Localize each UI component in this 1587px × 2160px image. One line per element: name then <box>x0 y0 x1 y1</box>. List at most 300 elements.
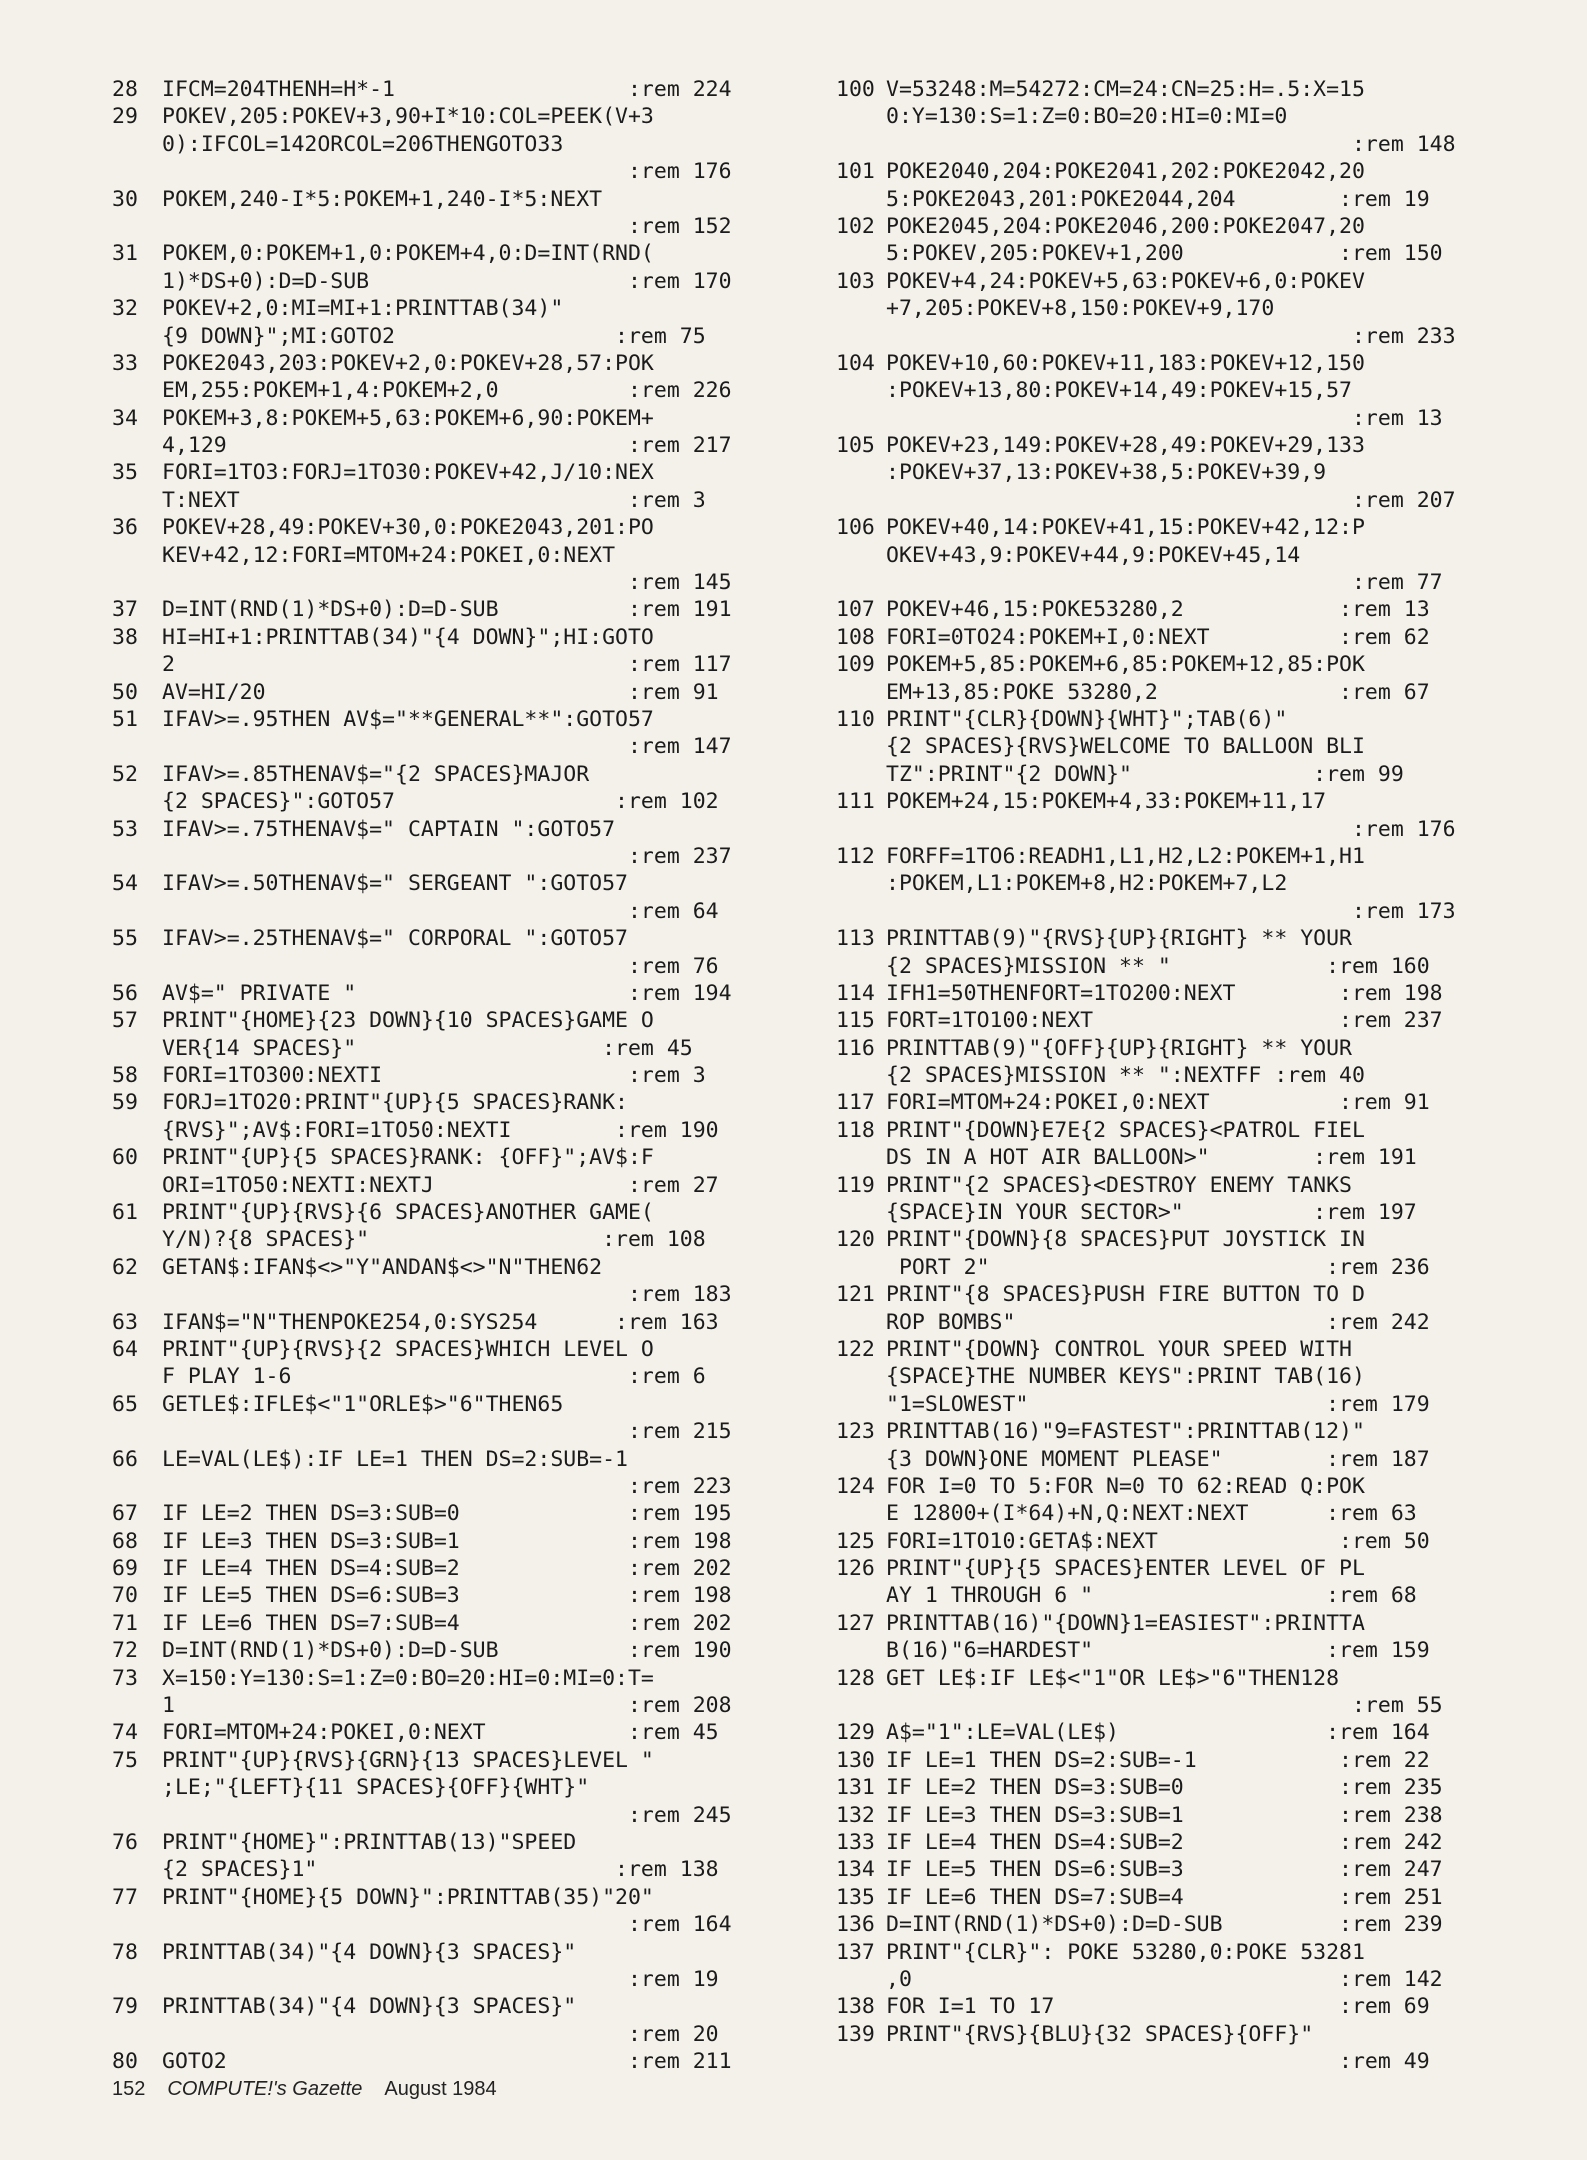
code-text: D=INT(RND(1)*DS+0):D=D-SUB :rem 190 <box>162 1638 732 1664</box>
code-line <box>836 925 1506 952</box>
code-line-continuation <box>836 953 1506 980</box>
code-line <box>112 1747 784 1774</box>
code-text: POKEV+10,60:POKEV+11,183:POKEV+12,150 <box>886 350 1365 376</box>
code-line-continuation <box>836 1199 1506 1226</box>
code-line-continuation <box>836 1582 1506 1609</box>
code-text: FORI=0TO24:POKEM+I,0:NEXT :rem 62 <box>886 624 1430 650</box>
code-text: FOR I=1 TO 17 :rem 69 <box>886 1994 1430 2020</box>
code-text: POKEM+5,85:POKEM+6,85:POKEM+12,85:POK <box>886 652 1365 678</box>
line-number: 110 <box>836 706 875 732</box>
code-text: :rem 49 <box>886 2049 1430 2075</box>
code-line-continuation <box>112 569 784 596</box>
code-text: POKE2040,204:POKE2041,202:POKE2042,20 <box>886 159 1365 185</box>
code-line-continuation <box>112 788 784 815</box>
code-text: POKEV+23,149:POKEV+28,49:POKEV+29,133 <box>886 433 1365 459</box>
code-text: PRINT"{UP}{RVS}{2 SPACES}WHICH LEVEL O <box>162 1336 654 1362</box>
code-line-continuation <box>112 1117 784 1144</box>
line-number: 29 <box>112 104 138 130</box>
code-text: IFAN$="N"THENPOKE254,0:SYS254 :rem 163 <box>162 1309 719 1335</box>
code-text: 0:Y=130:S=1:Z=0:BO=20:HI=0:MI=0 <box>886 104 1288 130</box>
code-text: POKEV+28,49:POKEV+30,0:POKE2043,201:PO <box>162 515 654 541</box>
code-line <box>112 1665 784 1692</box>
code-text: IF LE=2 THEN DS=3:SUB=0 :rem 195 <box>162 1501 732 1527</box>
code-text: {SPACE}IN YOUR SECTOR>" :rem 197 <box>886 1200 1417 1226</box>
code-line <box>112 870 784 897</box>
code-line <box>112 1144 784 1171</box>
line-number: 108 <box>836 624 875 650</box>
code-line <box>836 1555 1506 1582</box>
code-line <box>112 1637 784 1664</box>
code-text: PRINT"{CLR}": POKE 53280,0:POKE 53281 <box>886 1939 1365 1965</box>
code-text: IF LE=1 THEN DS=2:SUB=-1 :rem 22 <box>886 1747 1430 1773</box>
code-line <box>836 350 1506 377</box>
code-line <box>836 1610 1506 1637</box>
code-line <box>836 1884 1506 1911</box>
line-number: 119 <box>836 1172 875 1198</box>
line-number: 129 <box>836 1720 875 1746</box>
code-text: IFAV>=.75THENAV$=" CAPTAIN ":GOTO57 <box>162 816 616 842</box>
code-text: POKEM,0:POKEM+1,0:POKEM+4,0:D=INT(RND( <box>162 241 654 267</box>
code-line <box>112 1555 784 1582</box>
code-text: :rem 152 <box>162 213 732 239</box>
line-number: 135 <box>836 1884 875 1910</box>
code-line <box>112 1446 784 1473</box>
code-text: PRINT"{UP}{5 SPACES}ENTER LEVEL OF PL <box>886 1556 1365 1582</box>
code-text: FORT=1TO100:NEXT :rem 237 <box>886 1008 1443 1034</box>
code-text: PRINTTAB(9)"{OFF}{UP}{RIGHT} ** YOUR <box>886 1035 1352 1061</box>
line-number: 123 <box>836 1419 875 1445</box>
code-line <box>112 1993 784 2020</box>
code-text: 1)*DS+0):D=D-SUB :rem 170 <box>162 268 732 294</box>
code-text: PRINT"{CLR}{DOWN}{WHT}";TAB(6)" <box>886 706 1288 732</box>
code-line <box>112 596 784 623</box>
code-line-continuation <box>836 377 1506 404</box>
line-number: 70 <box>112 1583 138 1609</box>
code-line-continuation <box>112 2021 784 2048</box>
line-number: 136 <box>836 1912 875 1938</box>
line-number: 61 <box>112 1200 138 1226</box>
line-number: 53 <box>112 816 138 842</box>
code-text: 0):IFCOL=142ORCOL=206THENGOTO33 <box>162 131 564 157</box>
line-number: 107 <box>836 597 875 623</box>
line-number: 67 <box>112 1501 138 1527</box>
code-line <box>836 514 1506 541</box>
line-number: 31 <box>112 241 138 267</box>
line-number: 138 <box>836 1994 875 2020</box>
code-text: PRINTTAB(9)"{RVS}{UP}{RIGHT} ** YOUR <box>886 926 1352 952</box>
code-text: :rem 164 <box>162 1912 732 1938</box>
code-text: GET LE$:IF LE$<"1"OR LE$>"6"THEN128 <box>886 1665 1340 1691</box>
code-line-continuation <box>112 432 784 459</box>
code-text: D=INT(RND(1)*DS+0):D=D-SUB :rem 191 <box>162 597 732 623</box>
code-line <box>836 843 1506 870</box>
code-text: AV$=" PRIVATE " :rem 194 <box>162 980 732 1006</box>
code-text: IFAV>=.50THENAV$=" SERGEANT ":GOTO57 <box>162 871 628 897</box>
line-number: 131 <box>836 1775 875 1801</box>
line-number: 126 <box>836 1556 875 1582</box>
code-text: PRINT"{UP}{RVS}{GRN}{13 SPACES}LEVEL " <box>162 1747 654 1773</box>
code-line <box>112 1610 784 1637</box>
line-number: 133 <box>836 1830 875 1855</box>
code-text: :rem 76 <box>162 953 719 979</box>
code-line-continuation <box>112 898 784 925</box>
code-text: PRINTTAB(34)"{4 DOWN}{3 SPACES}" <box>162 1939 577 1965</box>
code-line <box>112 1528 784 1555</box>
code-line-continuation <box>836 1966 1506 1993</box>
line-number: 105 <box>836 433 875 459</box>
code-line <box>112 1089 784 1116</box>
code-text: POKE2043,203:POKEV+2,0:POKEV+28,57:POK <box>162 350 654 376</box>
code-line <box>836 1007 1506 1034</box>
code-line <box>112 1336 784 1363</box>
line-number: 37 <box>112 597 138 623</box>
code-line-continuation <box>112 1802 784 1829</box>
code-line <box>836 1117 1506 1144</box>
code-text: D=INT(RND(1)*DS+0):D=D-SUB :rem 239 <box>886 1912 1443 1938</box>
code-line <box>836 1829 1506 1856</box>
line-number: 122 <box>836 1336 875 1362</box>
code-text: :POKEV+37,13:POKEV+38,5:POKEV+39,9 <box>886 460 1327 486</box>
code-line-continuation <box>836 405 1506 432</box>
code-line <box>112 2048 784 2075</box>
code-line-continuation <box>836 131 1506 158</box>
code-text: POKEM+24,15:POKEM+4,33:POKEM+11,17 <box>886 789 1327 815</box>
line-number: 63 <box>112 1309 138 1335</box>
line-number: 76 <box>112 1830 138 1855</box>
line-number: 120 <box>836 1227 875 1253</box>
code-line <box>112 679 784 706</box>
line-number: 75 <box>112 1747 138 1773</box>
line-number: 106 <box>836 515 875 541</box>
code-line <box>112 1254 784 1281</box>
code-text: {SPACE}THE NUMBER KEYS":PRINT TAB(16) <box>886 1364 1365 1390</box>
code-line-continuation <box>112 1035 784 1062</box>
code-text: {2 SPACES}1" :rem 138 <box>162 1857 719 1883</box>
code-line-continuation <box>836 1446 1506 1473</box>
code-text: IF LE=3 THEN DS=3:SUB=1 :rem 198 <box>162 1528 732 1554</box>
line-number: 139 <box>836 2021 875 2047</box>
code-text: PRINTTAB(16)"9=FASTEST":PRINTTAB(12)" <box>886 1419 1365 1445</box>
code-line <box>836 788 1506 815</box>
code-text: :rem 173 <box>886 898 1456 924</box>
code-line-continuation <box>836 1309 1506 1336</box>
code-text: HI=HI+1:PRINTTAB(34)"{4 DOWN}";HI:GOTO <box>162 624 654 650</box>
line-number: 30 <box>112 186 138 212</box>
code-text: :rem 145 <box>162 570 732 596</box>
code-line <box>112 405 784 432</box>
code-text: FOR I=0 TO 5:FOR N=0 TO 62:READ Q:POK <box>886 1473 1365 1499</box>
code-line-continuation <box>112 542 784 569</box>
line-number: 64 <box>112 1336 138 1362</box>
code-text: IF LE=4 THEN DS=4:SUB=2 :rem 242 <box>886 1830 1443 1855</box>
code-line-continuation <box>836 1637 1506 1664</box>
code-text: POKE2045,204:POKE2046,200:POKE2047,20 <box>886 213 1365 239</box>
code-line <box>112 1062 784 1089</box>
code-line <box>836 432 1506 459</box>
line-number: 72 <box>112 1638 138 1664</box>
line-number: 51 <box>112 706 138 732</box>
line-number: 115 <box>836 1008 875 1034</box>
line-number: 109 <box>836 652 875 678</box>
issue-date: August 1984 <box>384 2078 497 2100</box>
code-text: EM,255:POKEM+1,4:POKEM+2,0 :rem 226 <box>162 378 732 404</box>
code-text: IF LE=3 THEN DS=3:SUB=1 :rem 238 <box>886 1802 1443 1828</box>
code-line <box>836 1089 1506 1116</box>
code-text: :rem 207 <box>886 487 1456 513</box>
code-text: 2 :rem 117 <box>162 652 732 678</box>
line-number: 111 <box>836 789 875 815</box>
code-text: F PLAY 1-6 :rem 6 <box>162 1364 706 1390</box>
code-line-continuation <box>836 733 1506 760</box>
code-text: 5:POKE2043,201:POKE2044,204 :rem 19 <box>886 186 1430 212</box>
code-text: {2 SPACES}":GOTO57 :rem 102 <box>162 789 719 815</box>
code-text: GOTO2 :rem 211 <box>162 2049 732 2075</box>
code-line <box>836 76 1506 103</box>
code-line <box>836 1719 1506 1746</box>
code-text: {2 SPACES}MISSION ** " :rem 160 <box>886 953 1430 979</box>
code-line <box>836 651 1506 678</box>
code-text: :rem 183 <box>162 1282 732 1308</box>
page-footer <box>112 2078 497 2101</box>
code-text: IF LE=6 THEN DS=7:SUB=4 :rem 251 <box>886 1884 1443 1910</box>
code-text: PRINT"{HOME}{23 DOWN}{10 SPACES}GAME O <box>162 1008 654 1034</box>
code-line <box>836 1856 1506 1883</box>
code-line-continuation <box>112 1774 784 1801</box>
code-text: FORI=1TO3:FORJ=1TO30:POKEV+42,J/10:NEX <box>162 460 654 486</box>
code-line-continuation <box>112 1966 784 1993</box>
code-line <box>112 1309 784 1336</box>
code-line-continuation <box>836 1363 1506 1390</box>
code-text: TZ":PRINT"{2 DOWN}" :rem 99 <box>886 761 1404 787</box>
code-line-continuation <box>112 1226 784 1253</box>
line-number: 52 <box>112 761 138 787</box>
code-text: ;LE;"{LEFT}{11 SPACES}{OFF}{WHT}" <box>162 1775 590 1801</box>
listing-column-left <box>112 76 784 2076</box>
code-line <box>112 350 784 377</box>
code-line-continuation <box>112 131 784 158</box>
code-line <box>112 624 784 651</box>
code-line <box>836 706 1506 733</box>
line-number: 66 <box>112 1446 138 1472</box>
line-number: 132 <box>836 1802 875 1828</box>
code-text: POKEV+46,15:POKE53280,2 :rem 13 <box>886 597 1430 623</box>
code-text: E 12800+(I*64)+N,Q:NEXT:NEXT :rem 63 <box>886 1501 1417 1527</box>
line-number: 73 <box>112 1665 138 1691</box>
code-text: IFH1=50THENFORT=1TO200:NEXT :rem 198 <box>886 980 1443 1006</box>
code-line <box>112 1007 784 1034</box>
line-number: 77 <box>112 1884 138 1910</box>
code-text: PRINT"{DOWN}E7E{2 SPACES}<PATROL FIEL <box>886 1117 1365 1143</box>
code-line <box>112 295 784 322</box>
code-line-continuation <box>112 843 784 870</box>
code-line <box>836 1802 1506 1829</box>
code-text: Y/N)?{8 SPACES}" :rem 108 <box>162 1227 706 1253</box>
code-line <box>836 980 1506 1007</box>
code-text: :rem 176 <box>162 159 732 185</box>
code-line-continuation <box>112 158 784 185</box>
code-text: +7,205:POKEV+8,150:POKEV+9,170 <box>886 296 1275 322</box>
code-line-continuation <box>112 1692 784 1719</box>
code-text: KEV+42,12:FORI=MTOM+24:POKEI,0:NEXT <box>162 542 616 568</box>
code-text: PRINT"{UP}{RVS}{6 SPACES}ANOTHER GAME( <box>162 1200 654 1226</box>
code-line <box>836 158 1506 185</box>
code-text: PRINTTAB(16)"{DOWN}1=EASIEST":PRINTTA <box>886 1610 1365 1636</box>
code-text: :rem 19 <box>162 1966 719 1992</box>
code-text: FORFF=1TO6:READH1,L1,H2,L2:POKEM+1,H1 <box>886 843 1365 869</box>
line-number: 55 <box>112 926 138 952</box>
line-number: 128 <box>836 1665 875 1691</box>
code-line <box>112 706 784 733</box>
code-line <box>836 1418 1506 1445</box>
code-text: {2 SPACES}MISSION ** ":NEXTFF :rem 40 <box>886 1063 1365 1089</box>
code-line <box>836 1665 1506 1692</box>
code-text: :POKEM,L1:POKEM+8,H2:POKEM+7,L2 <box>886 871 1288 897</box>
code-line <box>836 1172 1506 1199</box>
code-line-continuation <box>112 1418 784 1445</box>
code-line-continuation <box>836 2048 1506 2075</box>
code-line <box>112 1829 784 1856</box>
code-text: IF LE=2 THEN DS=3:SUB=0 :rem 235 <box>886 1775 1443 1801</box>
code-line <box>836 1774 1506 1801</box>
line-number: 104 <box>836 350 875 376</box>
code-text: DS IN A HOT AIR BALLOON>" :rem 191 <box>886 1145 1417 1171</box>
code-text: IFAV>=.95THEN AV$="**GENERAL**":GOTO57 <box>162 706 654 732</box>
code-line <box>112 186 784 213</box>
code-text: :rem 77 <box>886 570 1443 596</box>
code-line-continuation <box>836 323 1506 350</box>
code-line-continuation <box>836 542 1506 569</box>
code-text: :rem 64 <box>162 898 719 924</box>
code-line <box>836 1911 1506 1938</box>
code-text: :rem 237 <box>162 843 732 869</box>
code-text: PRINT"{RVS}{BLU}{32 SPACES}{OFF}" <box>886 2021 1314 2047</box>
line-number: 118 <box>836 1117 875 1143</box>
line-number: 38 <box>112 624 138 650</box>
line-number: 114 <box>836 980 875 1006</box>
code-text: EM+13,85:POKE 53280,2 :rem 67 <box>886 679 1430 705</box>
code-line-continuation <box>112 487 784 514</box>
code-text: FORI=1TO10:GETA$:NEXT :rem 50 <box>886 1528 1430 1554</box>
code-line-continuation <box>112 213 784 240</box>
code-text: ORI=1TO50:NEXTI:NEXTJ :rem 27 <box>162 1172 719 1198</box>
code-text: FORI=MTOM+24:POKEI,0:NEXT :rem 45 <box>162 1720 719 1746</box>
code-line-continuation <box>112 953 784 980</box>
code-text: {9 DOWN}";MI:GOTO2 :rem 75 <box>162 323 706 349</box>
line-number: 56 <box>112 980 138 1006</box>
code-text: {2 SPACES}{RVS}WELCOME TO BALLOON BLI <box>886 734 1365 760</box>
code-text: :rem 148 <box>886 131 1456 157</box>
code-line <box>836 1939 1506 1966</box>
code-line <box>836 1281 1506 1308</box>
code-text: 1 :rem 208 <box>162 1693 732 1719</box>
line-number: 130 <box>836 1747 875 1773</box>
code-text: IFAV>=.25THENAV$=" CORPORAL ":GOTO57 <box>162 926 628 952</box>
code-line-continuation <box>112 1473 784 1500</box>
code-line <box>836 1035 1506 1062</box>
code-line <box>836 1528 1506 1555</box>
code-text: PRINT"{HOME}":PRINTTAB(13)"SPEED <box>162 1830 577 1855</box>
code-line <box>836 213 1506 240</box>
code-line-continuation <box>836 1500 1506 1527</box>
code-line <box>112 514 784 541</box>
code-line-continuation <box>836 1254 1506 1281</box>
code-line-continuation <box>836 186 1506 213</box>
code-text: X=150:Y=130:S=1:Z=0:BO=20:HI=0:MI=0:T= <box>162 1665 654 1691</box>
code-line <box>112 1884 784 1911</box>
code-line-continuation <box>836 1391 1506 1418</box>
line-number: 68 <box>112 1528 138 1554</box>
code-line-continuation <box>836 240 1506 267</box>
code-text: :rem 55 <box>886 1693 1443 1719</box>
line-number: 71 <box>112 1610 138 1636</box>
code-text: AV=HI/20 :rem 91 <box>162 679 719 705</box>
line-number: 57 <box>112 1008 138 1034</box>
code-text: :rem 13 <box>886 405 1443 431</box>
code-text: GETAN$:IFAN$<>"Y"ANDAN$<>"N"THEN62 <box>162 1254 603 1280</box>
code-text: GETLE$:IFLE$<"1"ORLE$>"6"THEN65 <box>162 1391 564 1417</box>
code-line <box>112 980 784 1007</box>
code-line-continuation <box>112 1363 784 1390</box>
line-number: 113 <box>836 926 875 952</box>
listing-column-right <box>836 76 1506 2076</box>
line-number: 54 <box>112 871 138 897</box>
publication-name: COMPUTE!'s Gazette <box>167 2078 363 2100</box>
code-text: AY 1 THROUGH 6 " :rem 68 <box>886 1583 1417 1609</box>
code-line <box>112 1582 784 1609</box>
code-text: :rem 223 <box>162 1473 732 1499</box>
code-text: PORT 2" :rem 236 <box>886 1254 1430 1280</box>
code-line-continuation <box>836 459 1506 486</box>
line-number: 134 <box>836 1857 875 1883</box>
code-text: {RVS}";AV$:FORI=1TO50:NEXTI :rem 190 <box>162 1117 719 1143</box>
code-text: POKEV,205:POKEV+3,90+I*10:COL=PEEK(V+3 <box>162 104 654 130</box>
code-line-continuation <box>836 816 1506 843</box>
code-text: IF LE=5 THEN DS=6:SUB=3 :rem 198 <box>162 1583 732 1609</box>
line-number: 33 <box>112 350 138 376</box>
code-text: ,0 :rem 142 <box>886 1966 1443 1992</box>
code-line-continuation <box>836 487 1506 514</box>
code-line-continuation <box>836 870 1506 897</box>
code-text: PRINT"{2 SPACES}<DESTROY ENEMY TANKS <box>886 1172 1352 1198</box>
line-number: 127 <box>836 1610 875 1636</box>
code-line-continuation <box>112 1281 784 1308</box>
page-number: 152 <box>112 2078 146 2100</box>
code-text: POKEM+3,8:POKEM+5,63:POKEM+6,90:POKEM+ <box>162 405 654 431</box>
line-number: 69 <box>112 1556 138 1582</box>
code-text: FORJ=1TO20:PRINT"{UP}{5 SPACES}RANK: <box>162 1090 628 1116</box>
line-number: 101 <box>836 159 875 185</box>
line-number: 116 <box>836 1035 875 1061</box>
code-text: IFCM=204THENH=H*-1 :rem 224 <box>162 77 732 102</box>
code-text: PRINT"{8 SPACES}PUSH FIRE BUTTON TO D <box>886 1282 1365 1308</box>
line-number: 121 <box>836 1282 875 1308</box>
code-line <box>112 1939 784 1966</box>
code-line <box>836 1336 1506 1363</box>
line-number: 117 <box>836 1090 875 1116</box>
line-number: 80 <box>112 2049 138 2075</box>
code-line <box>112 1500 784 1527</box>
code-text: :rem 147 <box>162 734 732 760</box>
code-line-continuation <box>836 761 1506 788</box>
code-line <box>112 1199 784 1226</box>
line-number: 103 <box>836 268 875 294</box>
line-number: 60 <box>112 1145 138 1171</box>
code-line-continuation <box>112 733 784 760</box>
line-number: 74 <box>112 1720 138 1746</box>
code-line <box>112 240 784 267</box>
code-line <box>112 761 784 788</box>
code-text: PRINT"{HOME}{5 DOWN}":PRINTTAB(35)"20" <box>162 1884 654 1910</box>
